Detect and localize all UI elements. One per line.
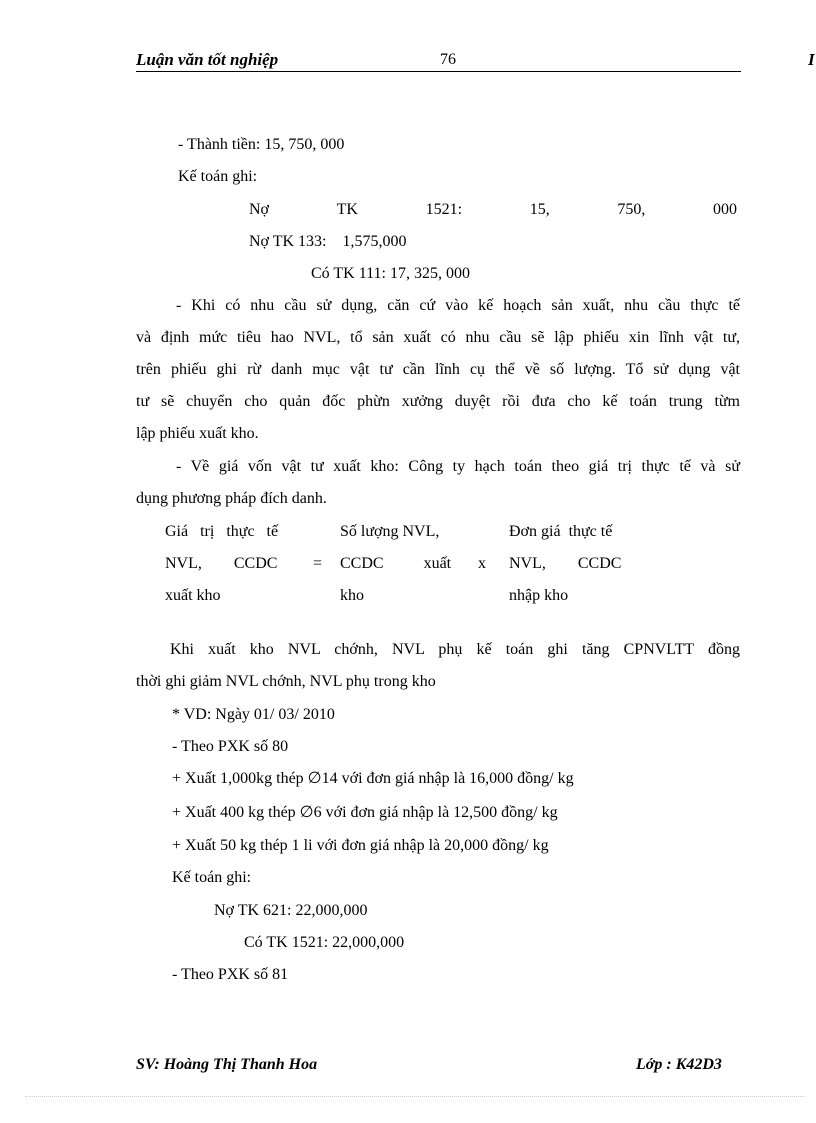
formula-term-quantity: kho bbox=[340, 587, 364, 604]
credit-entry-111: Có TK 111: 17, 325, 000 bbox=[311, 265, 470, 282]
formula-equals: = bbox=[313, 555, 323, 572]
paragraph-line: Khi xuất kho NVL chớnh, NVL phụ kế toán ghi tăng CPNVLTT đồng bbox=[170, 641, 740, 658]
paragraph-line: - Khi có nhu cầu sử dụng, căn cứ vào kế hoạch sản xuất, nhu cầu thực tế bbox=[176, 297, 740, 314]
paragraph-line: thời ghi giảm NVL chớnh, NVL phụ trong kho bbox=[136, 673, 436, 690]
entry-cell: 15, bbox=[529, 201, 550, 218]
debit-entry-133: Nợ TK 133: 1,575,000 bbox=[249, 233, 407, 250]
formula-term-quantity: CCDC xuất bbox=[340, 555, 452, 572]
debit-entry-1521 bbox=[249, 200, 737, 220]
formula-times: x bbox=[478, 555, 486, 572]
header-rule bbox=[136, 71, 741, 72]
accounting-label: Kế toán ghi: bbox=[172, 869, 252, 886]
header-title: Luận văn tốt nghiệp bbox=[136, 50, 279, 69]
issue-item: + Xuất 50 kg thép 1 li với đơn giá nhập là 20,000 đồng/ kg bbox=[172, 837, 549, 854]
header-edge-mark: I bbox=[808, 50, 815, 69]
entry-cell: 1521: bbox=[425, 201, 463, 218]
formula-term-value: xuất kho bbox=[165, 587, 221, 604]
entry-cell: 000 bbox=[713, 201, 737, 218]
page-separator bbox=[25, 1096, 805, 1097]
amount-line: - Thành tiền: 15, 750, 000 bbox=[178, 136, 345, 153]
entry-cell: Nợ bbox=[249, 201, 270, 218]
footer-student: SV: Hoàng Thị Thanh Hoa bbox=[136, 1056, 318, 1073]
paragraph-line: trên phiếu ghi rừ danh mục vật tư cần lĩnh cụ thể về số lượng. Tổ sử dụng vật bbox=[136, 361, 740, 378]
paragraph-line: và định mức tiêu hao NVL, tổ sản xuất có nhu cầu sẽ lập phiếu xin lĩnh vật tư, bbox=[136, 329, 740, 346]
paragraph-line: lập phiếu xuất kho. bbox=[136, 425, 259, 442]
formula-term-unit-price: NVL, CCDC bbox=[509, 555, 622, 572]
formula-term-quantity: Số lượng NVL, bbox=[340, 523, 440, 540]
page-number: 76 bbox=[440, 51, 456, 68]
accounting-label: Kế toán ghi: bbox=[178, 168, 258, 185]
footer-class: Lớp : K42D3 bbox=[636, 1056, 722, 1073]
formula-term-value: Giá trị thực tế bbox=[165, 523, 279, 540]
entry-cell: 750, bbox=[617, 201, 646, 218]
credit-entry-1521: Có TK 1521: 22,000,000 bbox=[244, 934, 405, 951]
pxk-81-line: - Theo PXK số 81 bbox=[172, 966, 289, 983]
formula-term-unit-price: Đơn giá thực tế bbox=[509, 523, 613, 540]
formula-term-value: NVL, CCDC bbox=[165, 555, 278, 572]
issue-item: + Xuất 1,000kg thép ∅14 với đơn giá nhập là 16,000 đồng/ kg bbox=[172, 770, 574, 787]
paragraph-line: - Về giá vốn vật tư xuất kho: Công ty hạch toán theo giá trị thực tế và sử bbox=[176, 458, 740, 475]
entry-cell: TK bbox=[336, 201, 358, 218]
debit-entry-621: Nợ TK 621: 22,000,000 bbox=[214, 902, 368, 919]
formula-term-unit-price: nhập kho bbox=[509, 587, 569, 604]
paragraph-line: dụng phương pháp đích danh. bbox=[136, 490, 327, 507]
pxk-80-line: - Theo PXK số 80 bbox=[172, 738, 289, 755]
example-date: * VD: Ngày 01/ 03/ 2010 bbox=[172, 706, 335, 723]
issue-item: + Xuất 400 kg thép ∅6 với đơn giá nhập là 12,500 đồng/ kg bbox=[172, 804, 558, 821]
paragraph-line: tư sẽ chuyển cho quản đốc phừn xưởng duyệt rồi đưa cho kế toán trung từm bbox=[136, 393, 740, 410]
